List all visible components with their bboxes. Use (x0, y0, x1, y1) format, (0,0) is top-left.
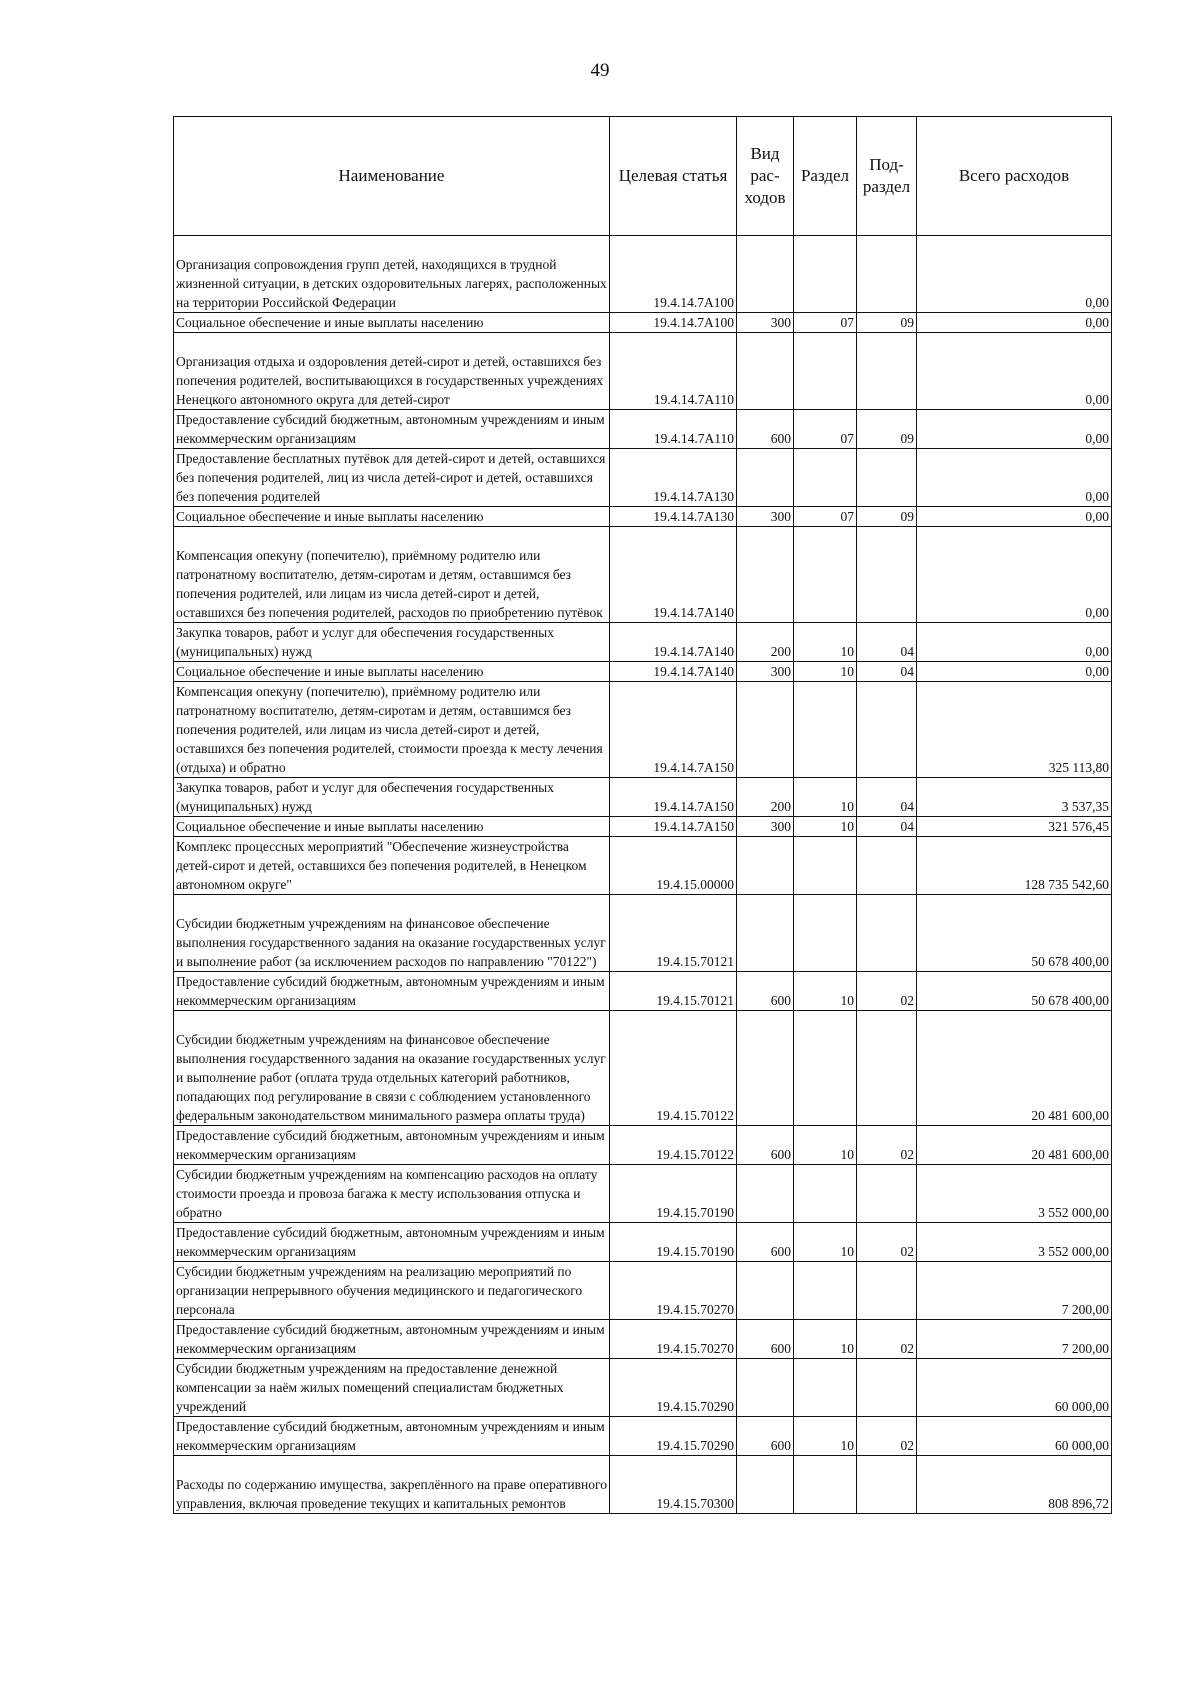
row-section (794, 1011, 857, 1126)
row-total: 3 552 000,00 (917, 1223, 1112, 1262)
row-expense-type: 300 (737, 313, 794, 333)
row-subsection (857, 1262, 917, 1320)
row-total: 3 552 000,00 (917, 1165, 1112, 1223)
row-name: Расходы по содержанию имущества, закреплённого на праве оперативного управления, включая проведение текущих и капитальных ремонтов (174, 1456, 610, 1514)
row-section (794, 1359, 857, 1417)
row-subsection: 02 (857, 1320, 917, 1359)
row-total: 0,00 (917, 313, 1112, 333)
row-name: Субсидии бюджетным учреждениям на реализацию мероприятий по организации непрерывного обучения медицинского и педагогического персонала (174, 1262, 610, 1320)
row-name: Предоставление субсидий бюджетным, автономным учреждениям и иным некоммерческим организациям (174, 410, 610, 449)
row-section: 10 (794, 1223, 857, 1262)
row-expense-type (737, 527, 794, 623)
row-name: Компенсация опекуну (попечителю), приёмному родителю или патронатному воспитателю, детям-сиротам и детям, оставшимся без попечения родителей, или лицам из числа детей-сирот и детей, оставшихся без попечения родителей, стоимости проезда к месту лечения (отдыха) и обратно (174, 682, 610, 778)
row-target-code: 19.4.15.70121 (610, 972, 737, 1011)
row-expense-type: 600 (737, 1126, 794, 1165)
table-row (174, 410, 1112, 449)
row-expense-type (737, 1011, 794, 1126)
row-total: 321 576,45 (917, 817, 1112, 837)
row-section: 10 (794, 1417, 857, 1456)
row-target-code: 19.4.15.70121 (610, 895, 737, 972)
row-section: 10 (794, 1320, 857, 1359)
row-subsection (857, 236, 917, 313)
row-target-code: 19.4.14.7А150 (610, 682, 737, 778)
row-subsection: 02 (857, 1223, 917, 1262)
row-name: Социальное обеспечение и иные выплаты населению (174, 817, 610, 837)
row-name: Социальное обеспечение и иные выплаты населению (174, 507, 610, 527)
page-number: 49 (590, 60, 610, 81)
row-section (794, 1456, 857, 1514)
table-row (174, 449, 1112, 507)
row-subsection: 04 (857, 623, 917, 662)
row-target-code: 19.4.14.7А140 (610, 623, 737, 662)
table-row (174, 972, 1112, 1011)
row-name: Субсидии бюджетным учреждениям на финансовое обеспечение выполнения государственного задания на оказание государственных услуг и выполнение работ (за исключением расходов по направлению "70122") (174, 895, 610, 972)
row-total: 20 481 600,00 (917, 1126, 1112, 1165)
row-name: Компенсация опекуну (попечителю), приёмному родителю или патронатному воспитателю, детям-сиротам и детям, оставшимся без попечения родителей, или лицам из числа детей-сирот и детей, оставшихся без попечения родителей, расходов по приобретению путёвок (174, 527, 610, 623)
row-section: 07 (794, 410, 857, 449)
header-total: Всего расходов (917, 117, 1112, 236)
table-row (174, 1262, 1112, 1320)
row-name: Организация отдыха и оздоровления детей-сирот и детей, оставшихся без попечения родителей, воспитывающихся в государственных учреждениях Ненецкого автономного округа для детей-сирот (174, 333, 610, 410)
table-row (174, 662, 1112, 682)
row-section: 07 (794, 507, 857, 527)
row-section: 10 (794, 662, 857, 682)
table-row (174, 1126, 1112, 1165)
table-row (174, 895, 1112, 972)
row-total: 0,00 (917, 662, 1112, 682)
row-name: Предоставление субсидий бюджетным, автономным учреждениям и иным некоммерческим организациям (174, 1417, 610, 1456)
header-target: Целевая статья (610, 117, 737, 236)
row-expense-type: 600 (737, 410, 794, 449)
row-name: Закупка товаров, работ и услуг для обеспечения государственных (муниципальных) нужд (174, 778, 610, 817)
row-target-code: 19.4.14.7А140 (610, 527, 737, 623)
row-expense-type (737, 682, 794, 778)
row-subsection: 02 (857, 1126, 917, 1165)
table-row (174, 333, 1112, 410)
row-expense-type: 300 (737, 662, 794, 682)
row-total: 50 678 400,00 (917, 895, 1112, 972)
row-name: Субсидии бюджетным учреждениям на предоставление денежной компенсации за наём жилых помещений специалистам бюджетных учреждений (174, 1359, 610, 1417)
row-target-code: 19.4.14.7А150 (610, 817, 737, 837)
table-row (174, 1011, 1112, 1126)
row-subsection: 02 (857, 972, 917, 1011)
table-row (174, 623, 1112, 662)
row-name: Субсидии бюджетным учреждениям на компенсацию расходов на оплату стоимости проезда и провоза багажа к месту использования отпуска и обратно (174, 1165, 610, 1223)
row-total: 0,00 (917, 623, 1112, 662)
row-name: Закупка товаров, работ и услуг для обеспечения государственных (муниципальных) нужд (174, 623, 610, 662)
row-section: 10 (794, 817, 857, 837)
table-row (174, 682, 1112, 778)
row-expense-type: 600 (737, 1320, 794, 1359)
table-row (174, 1165, 1112, 1223)
row-subsection: 09 (857, 507, 917, 527)
row-section (794, 236, 857, 313)
row-subsection (857, 895, 917, 972)
row-target-code: 19.4.15.70300 (610, 1456, 737, 1514)
table-row (174, 1417, 1112, 1456)
table-row (174, 313, 1112, 333)
row-subsection (857, 1359, 917, 1417)
row-total: 0,00 (917, 410, 1112, 449)
row-expense-type: 600 (737, 1417, 794, 1456)
row-name: Социальное обеспечение и иные выплаты населению (174, 662, 610, 682)
row-total: 0,00 (917, 333, 1112, 410)
table-row (174, 837, 1112, 895)
row-subsection (857, 837, 917, 895)
row-total: 50 678 400,00 (917, 972, 1112, 1011)
row-section: 10 (794, 972, 857, 1011)
row-expense-type (737, 1262, 794, 1320)
table-row (174, 1320, 1112, 1359)
row-subsection: 09 (857, 313, 917, 333)
row-subsection (857, 1165, 917, 1223)
row-section (794, 333, 857, 410)
budget-table (173, 116, 1112, 1514)
row-expense-type (737, 895, 794, 972)
row-subsection (857, 1456, 917, 1514)
row-total: 7 200,00 (917, 1262, 1112, 1320)
row-total: 0,00 (917, 236, 1112, 313)
header-type: Вид рас-ходов (737, 117, 794, 236)
row-expense-type: 600 (737, 972, 794, 1011)
row-name: Комплекс процессных мероприятий "Обеспечение жизнеустройства детей-сирот и детей, оставшихся без попечения родителей, в Ненецком автономном округе" (174, 837, 610, 895)
row-target-code: 19.4.15.00000 (610, 837, 737, 895)
row-target-code: 19.4.14.7А100 (610, 313, 737, 333)
table-row (174, 507, 1112, 527)
row-section: 10 (794, 778, 857, 817)
row-target-code: 19.4.15.70290 (610, 1417, 737, 1456)
row-target-code: 19.4.14.7А100 (610, 236, 737, 313)
row-subsection (857, 1011, 917, 1126)
row-subsection (857, 333, 917, 410)
row-name: Предоставление субсидий бюджетным, автономным учреждениям и иным некоммерческим организациям (174, 972, 610, 1011)
row-total: 128 735 542,60 (917, 837, 1112, 895)
row-target-code: 19.4.15.70290 (610, 1359, 737, 1417)
row-expense-type: 300 (737, 507, 794, 527)
row-total: 325 113,80 (917, 682, 1112, 778)
row-name: Организация сопровождения групп детей, находящихся в трудной жизненной ситуации, в детских оздоровительных лагерях, расположенных на территории Российской Федерации (174, 236, 610, 313)
row-expense-type (737, 333, 794, 410)
row-expense-type (737, 236, 794, 313)
row-target-code: 19.4.14.7А130 (610, 507, 737, 527)
row-total: 0,00 (917, 449, 1112, 507)
table-row (174, 527, 1112, 623)
row-name: Предоставление бесплатных путёвок для детей-сирот и детей, оставшихся без попечения родителей, лиц из числа детей-сирот и детей, оставшихся без попечения родителей (174, 449, 610, 507)
table-row (174, 1456, 1112, 1514)
row-section: 10 (794, 1126, 857, 1165)
row-name: Предоставление субсидий бюджетным, автономным учреждениям и иным некоммерческим организациям (174, 1126, 610, 1165)
row-target-code: 19.4.14.7А140 (610, 662, 737, 682)
row-subsection: 04 (857, 778, 917, 817)
table-row (174, 1223, 1112, 1262)
header-name: Наименование (174, 117, 610, 236)
row-total: 0,00 (917, 527, 1112, 623)
row-section (794, 449, 857, 507)
table-header-row (174, 117, 1112, 236)
row-expense-type (737, 1456, 794, 1514)
header-subsection: Под-раздел (857, 117, 917, 236)
row-subsection: 04 (857, 662, 917, 682)
row-expense-type (737, 837, 794, 895)
row-subsection (857, 682, 917, 778)
table-row (174, 236, 1112, 313)
row-target-code: 19.4.15.70270 (610, 1320, 737, 1359)
row-subsection (857, 527, 917, 623)
row-target-code: 19.4.14.7А110 (610, 410, 737, 449)
row-name: Предоставление субсидий бюджетным, автономным учреждениям и иным некоммерческим организациям (174, 1223, 610, 1262)
row-total: 60 000,00 (917, 1359, 1112, 1417)
row-subsection: 02 (857, 1417, 917, 1456)
row-target-code: 19.4.14.7А150 (610, 778, 737, 817)
row-expense-type (737, 1165, 794, 1223)
row-total: 3 537,35 (917, 778, 1112, 817)
row-target-code: 19.4.15.70270 (610, 1262, 737, 1320)
row-target-code: 19.4.15.70122 (610, 1011, 737, 1126)
row-section (794, 837, 857, 895)
row-total: 60 000,00 (917, 1417, 1112, 1456)
table-row (174, 1359, 1112, 1417)
row-expense-type: 200 (737, 623, 794, 662)
row-total: 0,00 (917, 507, 1112, 527)
row-expense-type (737, 1359, 794, 1417)
row-expense-type (737, 449, 794, 507)
row-expense-type: 200 (737, 778, 794, 817)
row-section (794, 895, 857, 972)
row-expense-type: 600 (737, 1223, 794, 1262)
row-subsection: 04 (857, 817, 917, 837)
row-total: 20 481 600,00 (917, 1011, 1112, 1126)
row-section: 10 (794, 623, 857, 662)
row-total: 7 200,00 (917, 1320, 1112, 1359)
row-expense-type: 300 (737, 817, 794, 837)
row-name: Предоставление субсидий бюджетным, автономным учреждениям и иным некоммерческим организациям (174, 1320, 610, 1359)
row-target-code: 19.4.14.7А110 (610, 333, 737, 410)
header-section: Раздел (794, 117, 857, 236)
row-target-code: 19.4.15.70122 (610, 1126, 737, 1165)
row-subsection: 09 (857, 410, 917, 449)
row-section (794, 1165, 857, 1223)
table-row (174, 778, 1112, 817)
row-target-code: 19.4.14.7А130 (610, 449, 737, 507)
row-name: Социальное обеспечение и иные выплаты населению (174, 313, 610, 333)
row-section (794, 1262, 857, 1320)
row-section (794, 527, 857, 623)
row-section (794, 682, 857, 778)
row-target-code: 19.4.15.70190 (610, 1165, 737, 1223)
row-section: 07 (794, 313, 857, 333)
row-name: Субсидии бюджетным учреждениям на финансовое обеспечение выполнения государственного задания на оказание государственных услуг и выполнение работ (оплата труда отдельных категорий работников, попадающих под регулирование в связи с соблюдением установленного федеральным законодательством минимального размера оплаты труда) (174, 1011, 610, 1126)
row-total: 808 896,72 (917, 1456, 1112, 1514)
row-target-code: 19.4.15.70190 (610, 1223, 737, 1262)
row-subsection (857, 449, 917, 507)
table-row (174, 817, 1112, 837)
